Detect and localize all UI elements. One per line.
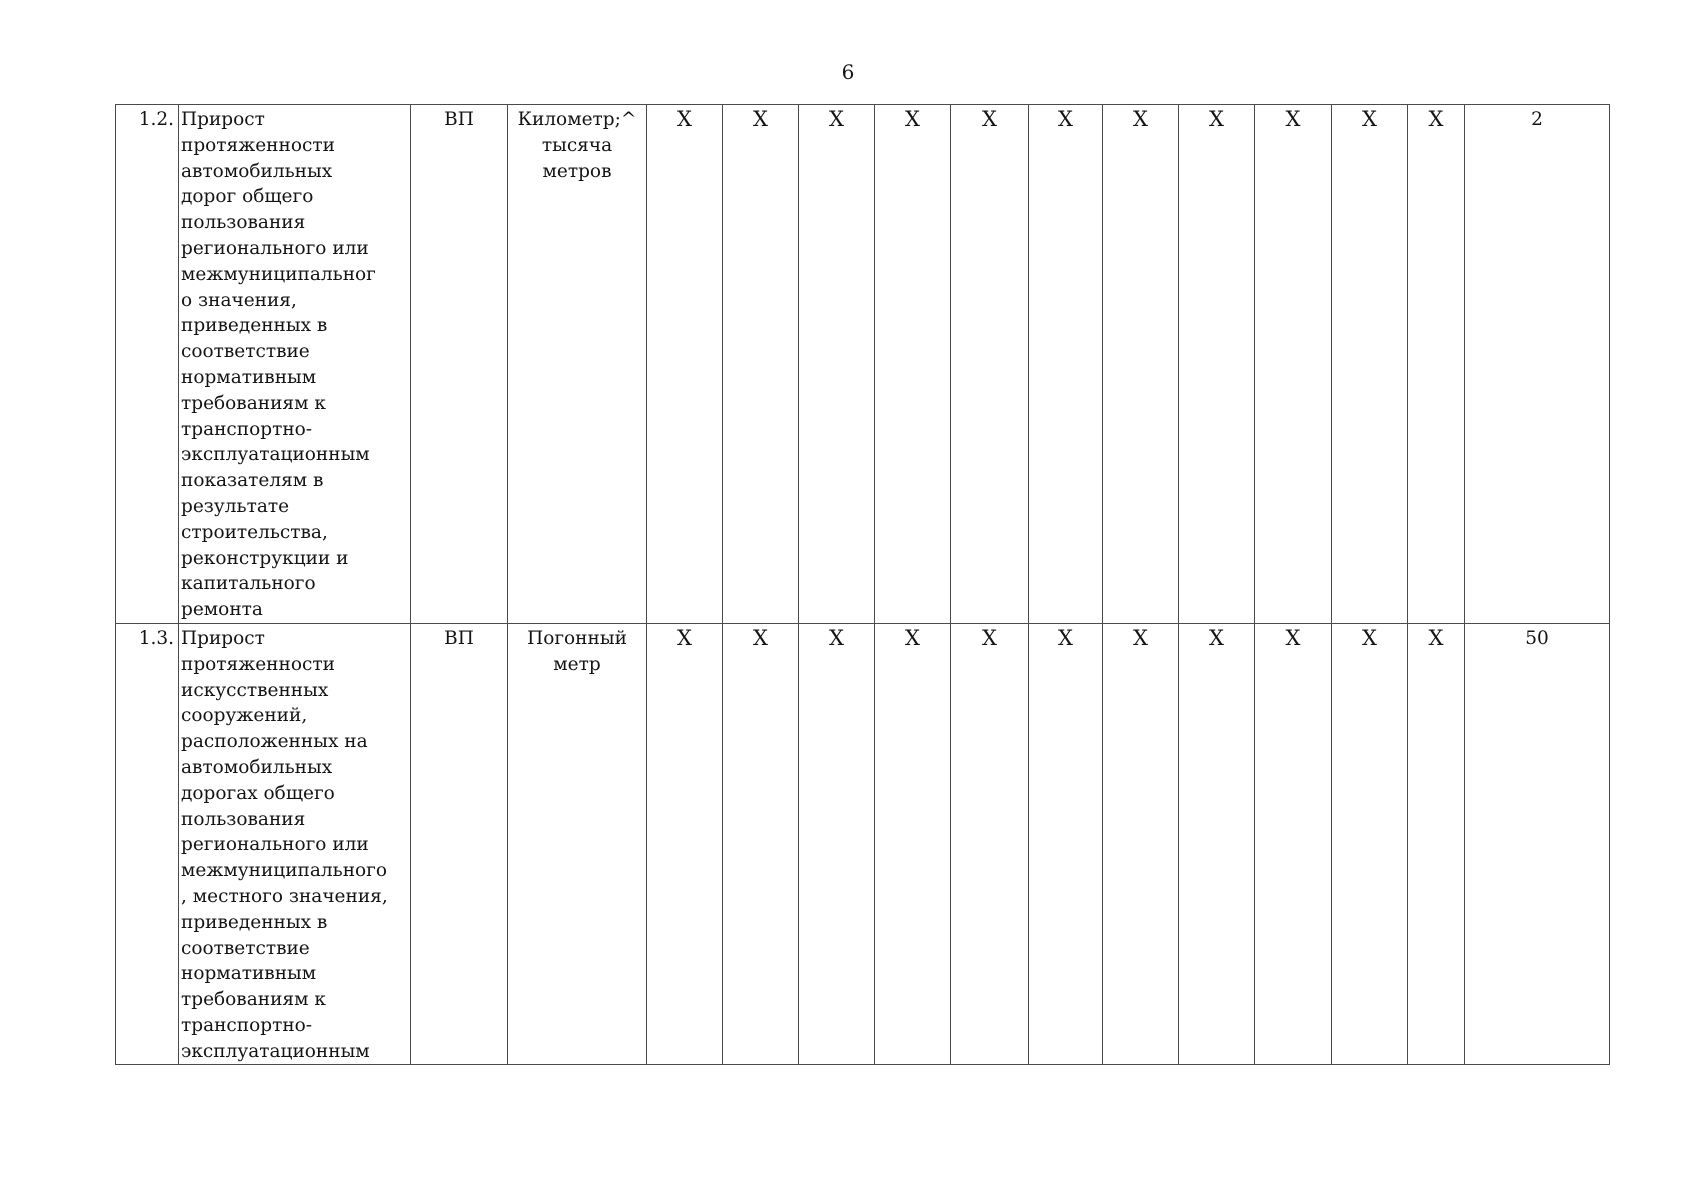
unit-line: тысяча <box>541 134 613 156</box>
value-cell: 50 <box>1465 623 1610 1065</box>
x-mark-cell: X <box>1103 105 1179 624</box>
indicator-name-line: транспортно- <box>181 1014 313 1036</box>
indicator-name-line: пользования <box>181 212 306 234</box>
x-mark-cell: X <box>1255 105 1332 624</box>
indicator-name-line: дорогах общего <box>181 782 335 804</box>
x-mark-cell: X <box>875 105 951 624</box>
indicator-name-line: транспортно- <box>181 418 313 440</box>
unit-line: метров <box>542 160 612 182</box>
unit-line: Километр;^ <box>517 109 637 130</box>
indicator-name-line: ремонта <box>181 599 263 621</box>
unit-cell <box>508 105 647 624</box>
page-number: 6 <box>841 60 855 84</box>
indicator-name-line: межмуниципальног <box>181 263 376 285</box>
indicator-name-line: Прирост <box>181 109 265 130</box>
x-mark-cell: X <box>1408 623 1465 1065</box>
x-mark-cell: X <box>1255 623 1332 1065</box>
indicator-name-line: реконструкции и <box>181 547 349 569</box>
indicator-name-line: показателям в <box>181 470 324 492</box>
indicator-name-line: приведенных в <box>181 911 328 933</box>
indicator-name-line: требованиям к <box>181 392 326 414</box>
table-row <box>116 623 1610 1065</box>
table-body <box>116 105 1610 1065</box>
x-mark-cell: X <box>1179 623 1255 1065</box>
x-mark-cell: X <box>1029 105 1103 624</box>
indicator-name-line: межмуниципального <box>181 860 388 882</box>
x-mark-cell: X <box>1332 623 1408 1065</box>
indicator-name-line: протяженности <box>181 134 335 156</box>
indicator-name-line: соответствие <box>181 341 310 363</box>
x-mark-cell: X <box>951 623 1029 1065</box>
indicator-name-line: нормативным <box>181 366 317 388</box>
x-mark-cell: X <box>723 105 799 624</box>
table-row <box>116 105 1610 624</box>
indicator-name-line: результате <box>181 495 290 517</box>
unit-cell <box>508 623 647 1065</box>
x-mark-cell: X <box>875 623 951 1065</box>
x-mark-cell: X <box>647 623 723 1065</box>
x-mark-cell: X <box>799 105 875 624</box>
row-number-cell: 1.2. <box>116 105 179 624</box>
unit-line: метр <box>553 653 601 675</box>
indicator-type-cell: ВП <box>411 623 508 1065</box>
x-mark-cell: X <box>951 105 1029 624</box>
x-mark-cell: X <box>1332 105 1408 624</box>
indicator-name-line: дорог общего <box>181 186 314 208</box>
unit-line: Погонный <box>527 627 627 649</box>
indicator-name-cell <box>179 623 411 1065</box>
x-mark-cell: X <box>799 623 875 1065</box>
indicator-type-cell: ВП <box>411 105 508 624</box>
indicators-table <box>115 104 1610 1065</box>
indicator-name-line: автомобильных <box>181 756 333 778</box>
x-mark-cell: X <box>1029 623 1103 1065</box>
x-mark-cell: X <box>1179 105 1255 624</box>
indicator-name-line: регионального или <box>181 237 369 259</box>
x-mark-cell: X <box>1408 105 1465 624</box>
x-mark-cell: X <box>647 105 723 624</box>
value-cell: 2 <box>1465 105 1610 624</box>
indicator-name-line: капитального <box>181 573 316 595</box>
indicator-name-cell <box>179 105 411 624</box>
indicator-name-line: расположенных на <box>181 731 368 753</box>
row-number-cell: 1.3. <box>116 623 179 1065</box>
indicator-name-line: соответствие <box>181 937 310 959</box>
indicator-name-line: искусственных <box>181 679 329 701</box>
indicator-name-line: протяженности <box>181 653 335 675</box>
indicator-name-line: о значения, <box>181 289 297 311</box>
indicator-name-line: нормативным <box>181 963 317 985</box>
indicator-name-line: пользования <box>181 808 306 830</box>
indicator-name-line: Прирост <box>181 627 265 649</box>
indicator-name-line: эксплуатационным <box>181 1040 370 1062</box>
indicator-name-line: регионального или <box>181 834 369 856</box>
indicator-name-line: , местного значения, <box>181 885 388 907</box>
indicator-name-line: эксплуатационным <box>181 444 370 466</box>
x-mark-cell: X <box>1103 623 1179 1065</box>
indicator-name-line: сооружений, <box>181 705 308 727</box>
indicator-name-line: автомобильных <box>181 160 333 182</box>
indicator-name-line: строительства, <box>181 521 328 543</box>
x-mark-cell: X <box>723 623 799 1065</box>
indicator-name-line: приведенных в <box>181 315 328 337</box>
indicator-name-line: требованиям к <box>181 989 326 1011</box>
